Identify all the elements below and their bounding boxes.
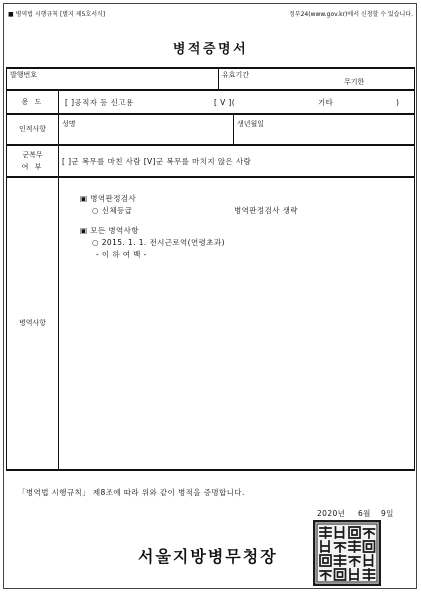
row-divider — [6, 144, 415, 146]
purpose-option-public-official: [ ]공직자 등 신고용 — [65, 98, 134, 107]
military-record-label: 병역사항 — [18, 319, 47, 327]
table-top-rule — [6, 67, 415, 69]
birth-date-label: 생년월일 — [237, 120, 265, 128]
service-status-options: [ ]군 복무를 마친 사람 [V]군 복무를 마치지 않은 사람 — [62, 157, 252, 166]
personal-info-label: 인적사항 — [18, 125, 47, 133]
row-divider — [6, 89, 415, 91]
service-status-label-line2: 여 부 — [21, 163, 44, 171]
document-title: 병적증명서 — [172, 42, 249, 57]
end-of-record-marker: - 이 하 여 백 - — [96, 250, 147, 259]
service-status-label: 군복무 — [22, 151, 43, 159]
record-section-heading: ▣ 병역판정검사 — [80, 194, 137, 203]
record-item: ○ 신체등급 — [92, 206, 133, 215]
online-application-notice: 정부24(www.gov.kr)에서 신청할 수 있습니다. — [289, 11, 413, 18]
issue-number-label: 발행번호 — [10, 71, 38, 79]
column-divider — [218, 69, 219, 89]
record-item-value: 병역판정검사 생략 — [234, 206, 298, 215]
purpose-option-other-close: ) — [396, 98, 400, 107]
table-bottom-rule — [6, 469, 415, 471]
issue-date-day: 9일 — [381, 509, 394, 518]
record-item: ○ 2015. 1. 1. 전시근로역(연령초과) — [92, 238, 225, 247]
validity-period-value: 무기한 — [344, 78, 365, 86]
form-reference: ■ 병역법 시행규칙 [별지 제5호서식] — [8, 11, 106, 18]
record-section-heading: ▣ 모든 병역사항 — [80, 226, 139, 235]
name-label: 성명 — [62, 120, 76, 128]
purpose-label: 용 도 — [21, 98, 44, 106]
certification-statement: 「병역법 시행규칙」 제8조에 따라 위와 같이 병적을 증명합니다. — [18, 488, 245, 497]
official-seal — [313, 520, 381, 586]
row-divider — [6, 176, 415, 178]
column-divider — [233, 115, 234, 144]
validity-period-label: 유효기간 — [222, 71, 250, 79]
issuer-name: 서울지방병무청장 — [138, 547, 278, 566]
issue-date-month: 6월 — [358, 509, 371, 518]
row-divider — [6, 113, 415, 115]
label-column-divider — [58, 91, 59, 469]
purpose-option-other-checkbox: [ V ]( — [214, 98, 236, 107]
issue-date-year: 2020년 — [317, 509, 346, 518]
table-right-border — [414, 67, 415, 471]
purpose-option-other-text: 기타 — [318, 98, 334, 107]
